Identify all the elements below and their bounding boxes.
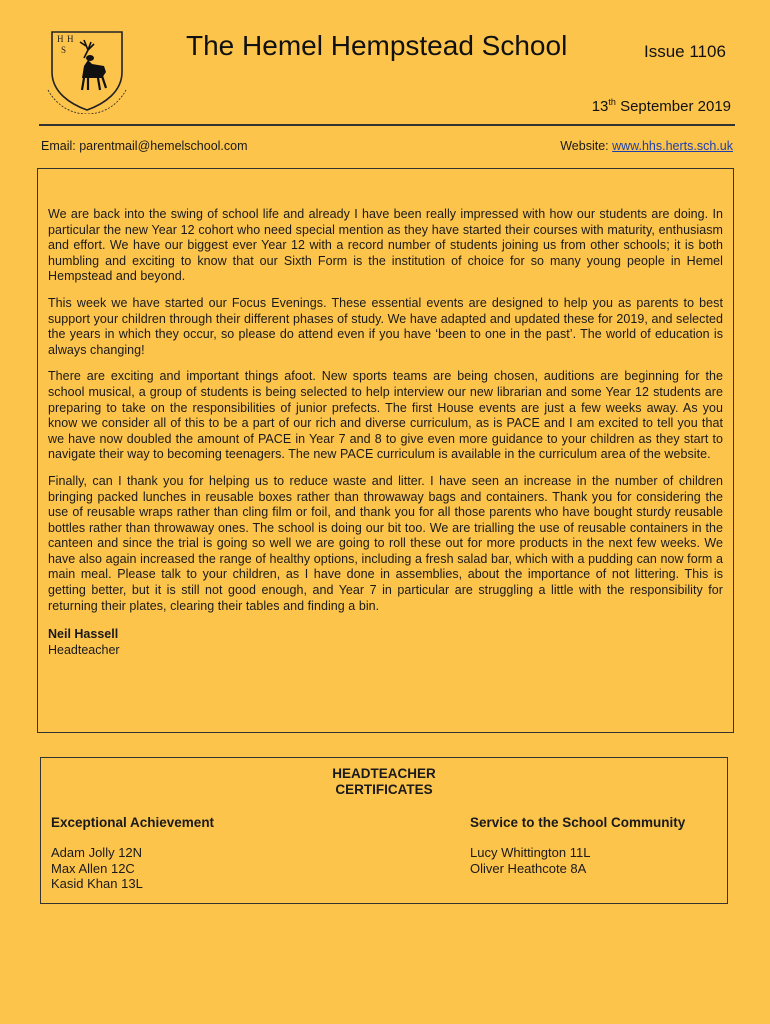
header-divider — [39, 124, 735, 126]
headteacher-letter — [37, 168, 734, 733]
list-item: Oliver Heathcote 8A — [470, 860, 587, 876]
signature-name: Neil Hassell — [48, 627, 119, 642]
signature-role: Headteacher — [48, 642, 120, 657]
school-name: The Hemel Hempstead School — [186, 30, 568, 61]
headteacher-certificates-box — [40, 757, 728, 904]
letter-paragraph: We are back into the swing of school life and already I have been really impressed with how our students are doing. In particular the new Year 12 cohort who need special mention as they have started their courses with maturity, enthusiasm and effort. We have our biggest ever Year 12 with a record number of students joining us from other schools; it is both humbling and exciting to know that our Sixth Form is the institution of choice for so many young people in Hemel Hempstead and beyond. — [48, 207, 723, 284]
website-link[interactable]: www.hhs.herts.sch.uk — [612, 139, 733, 153]
crest-letter-h1: H — [57, 34, 64, 44]
list-item: Lucy Whittington 11L — [470, 845, 591, 860]
letter-paragraph: This week we have started our Focus Evenings. These essential events are designed to help you as parents to best support your children through their different phases of study. We have adapted and updated these for 2019, and selected the years in which they occur, so please do attend even if you have ‘been to one in the past’. The world of education is always changing! — [48, 295, 723, 357]
newsletter-date: 13th September 2019 — [591, 97, 731, 115]
list-item: Max Allen 12C — [51, 860, 135, 876]
school-crest-logo — [44, 28, 130, 114]
issue-number: Issue 1106 — [644, 42, 726, 61]
crest-letter-h2: H — [67, 34, 74, 44]
letter-paragraph: Finally, can I thank you for helping us to reduce waste and litter. I have seen an increase in the number of children bringing packed lunches in reusable boxes rather than throwaway bags and containers. Thank you for considering the use of reusable wraps rather than cling film or foil, and thank you for all those parents who have bought sturdy reusable bottles rather than throwaway ones. The school is doing our bit too. We are trialling the use of reusable containers in the canteen and since the trial is going so well we are going to roll these out for more products in the next few weeks. We have also again increased the range of healthy options, including a fresh salad bar, which with a pudding can now form a main meal. Please talk to your children, as I have done in assemblies, about the importance of not littering. This is getting better, but it is still not good enough, and Year 7 in particular are struggling a little with the responsibility for returning their plates, clearing their tables and finding a bin. — [48, 473, 723, 613]
crest-letter-s: S — [61, 45, 67, 55]
column-heading: Exceptional Achievement — [51, 815, 215, 830]
list-item: Kasid Khan 13L — [51, 876, 143, 891]
column-heading: Service to the School Community — [470, 815, 686, 830]
stag-icon — [80, 40, 106, 90]
letter-paragraph: There are exciting and important things afoot. New sports teams are being chosen, auditions are beginning for the school musical, a group of students is being selected to help interview our new librarian and some Year 12 students are preparing to take on the responsibilities of junior prefects. The first House events are just a few weeks away. As you know we consider all of this to be a part of our rich and diverse curriculum, as is PACE and I am excited to tell you that we have now doubled the amount of PACE in Year 7 and 8 to give even more guidance to your children as they start to navigate their way to becoming teenagers. The new PACE curriculum is available in the curriculum area of the website. — [48, 369, 723, 462]
list-item: Adam Jolly 12N — [51, 845, 143, 860]
website-line: Website: www.hhs.herts.sch.uk — [560, 139, 733, 153]
parent-email: Email: parentmail@hemelschool.com — [41, 139, 248, 153]
service-column — [470, 815, 685, 876]
certificates-title: HEADTEACHER CERTIFICATES — [332, 766, 436, 797]
exceptional-achievement-column — [51, 815, 214, 892]
